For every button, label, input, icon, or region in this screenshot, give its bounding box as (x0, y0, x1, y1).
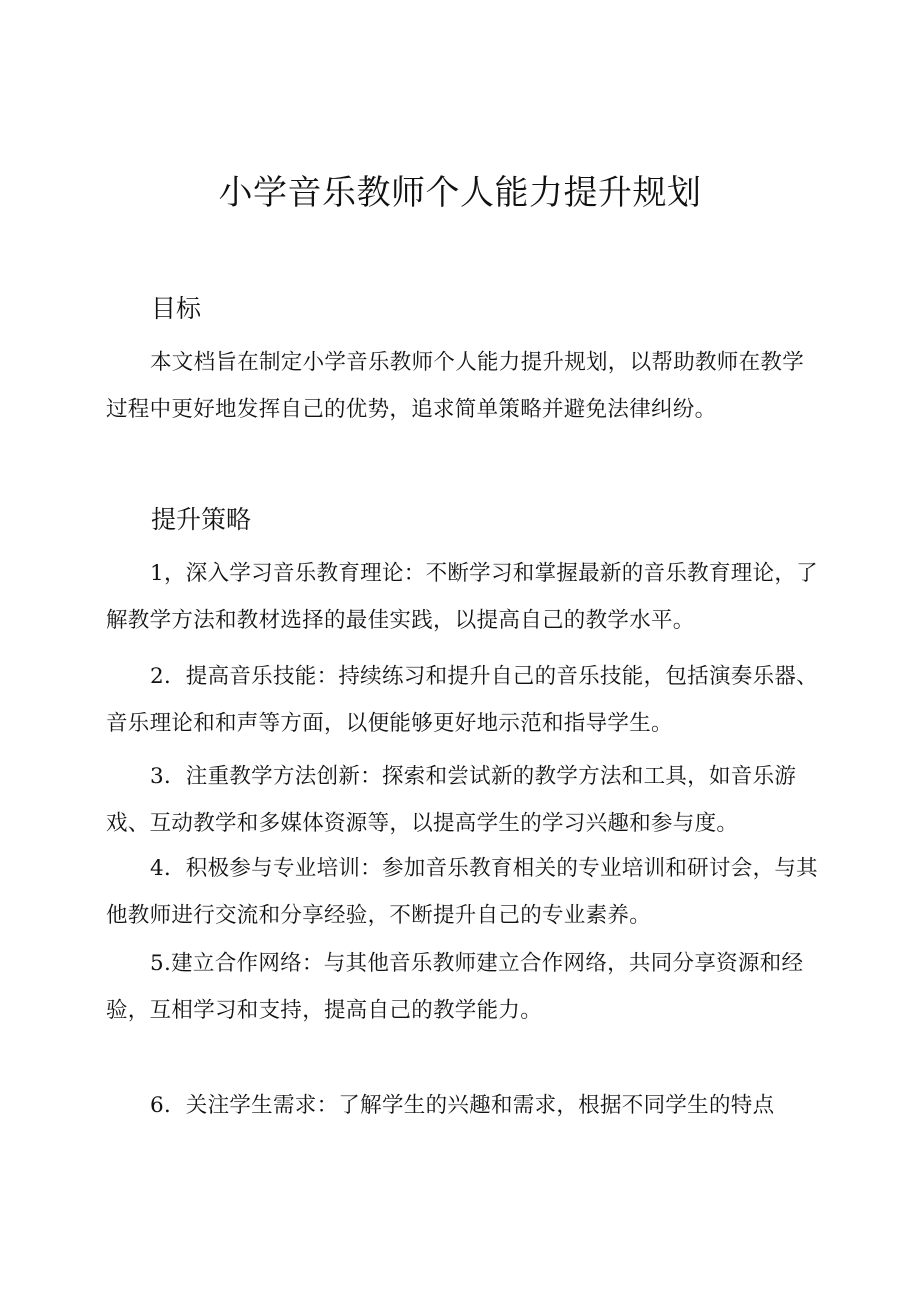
goal-paragraph: 本文档旨在制定小学音乐教师个人能力提升规划，以帮助教师在教学过程中更好地发挥自己的优势，追求简单策略并避免法律纠纷。 (106, 350, 805, 422)
strategy-item-6: 6．关注学生需求：了解学生的兴趣和需求，根据不同学生的特点 (150, 1093, 775, 1118)
strategy-item-5: 5.建立合作网络：与其他音乐教师建立合作网络，共同分享资源和经验，互相学习和支持，提高自己的教学能力。 (106, 951, 804, 1023)
section-heading-strategy: 提升策略 (151, 505, 252, 534)
document-title: 小学音乐教师个人能力提升规划 (218, 173, 702, 213)
strategy-item-2: 2．提高音乐技能：持续练习和提升自己的音乐技能，包括演奏乐器、音乐理论和和声等方面，以便能够更好地示范和指导学生。 (106, 664, 818, 736)
strategy-item-1: 1，深入学习音乐教育理论：不断学习和掌握最新的音乐教育理论，了解教学方法和教材选择的最佳实践，以提高自己的教学水平。 (106, 561, 818, 633)
section-heading-goal: 目标 (151, 294, 202, 323)
strategy-item-4: 4．积极参与专业培训：参加音乐教育相关的专业培训和研讨会，与其他教师进行交流和分享经验，不断提升自己的专业素养。 (106, 856, 818, 928)
strategy-item-3: 3．注重教学方法创新：探索和尝试新的教学方法和工具，如音乐游戏、互动教学和多媒体资源等，以提高学生的学习兴趣和参与度。 (106, 764, 797, 836)
